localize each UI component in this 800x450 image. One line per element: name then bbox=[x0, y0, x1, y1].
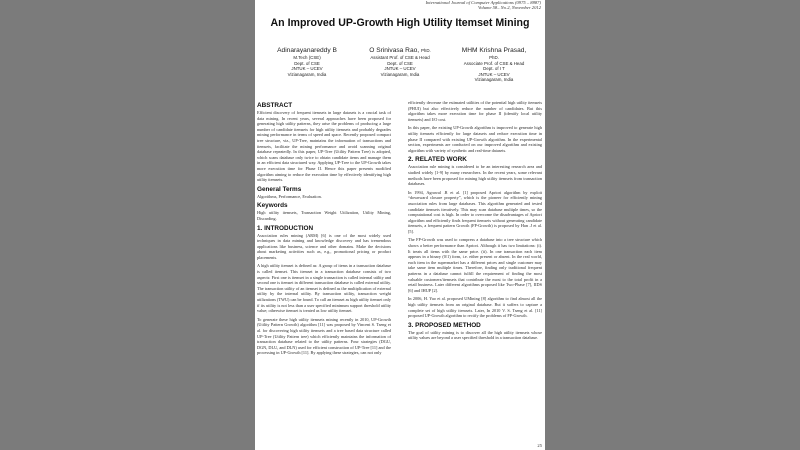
paragraph: The FP-Growth was used to compress a database into a tree structure which shows a better performance than Apriori. Although it has two limitations: (i). It treats all items with the same price. (ii). In one transaction each item appears in a binary (0/1) form, i.e. either present or absent. In the real world, each item in the supermarket has a different prices and single customer may take same item multiple times. Therefore, finding only traditional frequent patterns in a database cannot fulfill the requirement of finding the most valuable customers/itemsets that contribute the most to the total profit in a retail business. Later different algorithms proposed like Two-Phase [7], IIDS [6] and IHUP [2]. bbox=[408, 237, 542, 293]
author-line: Associate Prof. of CSE & Head bbox=[463, 60, 525, 66]
abstract-text: Efficient discovery of frequent itemsets in large datasets is a crucial task of data mining. In recent years, several approaches have been proposed for generating high utility patterns, they arise the problems of producing a large number of candidate itemsets for high utility itemsets and probably degrades mining performance in terms of speed and space. Recently proposed compact tree structure, viz., UP-Tree, maintains the information of transactions and itemsets, facilitate the mining performance and avoid scanning original database repeatedly. In this paper, UP-Tree (Utility Pattern Tree) is adopted, which scans database only twice to obtain candidate items and manage them in an efficient data structured way. Applying UP-Tree to the UP-Growth takes more execution time for Phase II. Hence this paper presents modified algorithm aiming to reduce the execution time by effectively identifying high utility itemsets. bbox=[257, 110, 391, 183]
related-work-heading: 2. RELATED WORK bbox=[408, 156, 467, 164]
author-line: JNTUK – UCEV bbox=[384, 66, 416, 72]
page-number: 25 bbox=[537, 443, 542, 448]
author-degree: PhD. bbox=[420, 48, 431, 53]
author-line: Vizianagaram, India bbox=[287, 71, 327, 77]
author-3 bbox=[446, 46, 542, 83]
author-name: MHM Krishna Prasad, bbox=[461, 47, 527, 54]
proposed-method-heading: 3. PROPOSED METHOD bbox=[408, 321, 481, 329]
paragraph: Association rule mining is considered to be an interesting research area and studied widely [1-9] by many researchers. In the recent years, some relevant methods have been proposed for mining high utility itemsets from transaction databases. bbox=[408, 164, 542, 187]
author-line: JNTUK – UCEV bbox=[291, 66, 323, 72]
author-line: Dept. of CSE bbox=[294, 60, 320, 66]
introduction-heading: 1. INTRODUCTION bbox=[257, 224, 314, 232]
author-line: Vizianagaram, India bbox=[380, 71, 420, 77]
paper-title: An Improved UP-Growth High Utility Itemset Mining bbox=[270, 17, 530, 29]
author-line: Assistant Prof. of CSE & Head bbox=[370, 55, 430, 60]
paragraph: A high utility itemset is defined as: A group of items in a transaction database is called itemset. This itemset in a transaction database consists of two aspects: First one is itemset in a single transaction is called internal utility and second one is itemset in different transaction database is called external utility. The transaction utility of an itemset is defined as the multiplication of external utility by the internal utility. By transaction utility, transaction weight utilizations (TWU) can be found. To call an itemset as high utility itemset only if its utility is not less than a user specified minimum support threshold utility value; otherwise itemset is treated as low utility itemset. bbox=[257, 263, 391, 314]
left-column bbox=[257, 101, 391, 359]
keywords-text: High utility itemsets, Transaction Weight Utilization, Utility Mining, Discarding. bbox=[257, 210, 391, 221]
journal-header bbox=[426, 0, 541, 11]
paragraph: In 1994, Agrawal .R et al. [1] proposed Apriori algorithm by exploit “downward closure property”, which is the pioneer for efficiently mining association rules from large databases. This algorithm generated and tested candidate itemsets iteratively. This may scan database multiple times, so the computational cost is high. In order to overcome the disadvantages of Apriori algorithm and efficiently finds frequent itemsets without generating candidate itemsets, a frequent pattern Growth (FP-Growth) is proposed by Han .J et al. [5]. bbox=[408, 189, 542, 234]
author-degree: PhD. bbox=[489, 55, 499, 60]
journal-name: International Journal of Computer Applications (0975 – 8887) bbox=[425, 0, 541, 5]
paragraph: efficiently decrease the estimated utilities of the potential high utility itemsets (PHUI) but also effectively reduce the number of candidates. But this algorithm takes more execution time for phase II (identify local utility itemsets) and I/O cost. bbox=[408, 100, 542, 122]
general-terms-text: Algorithms, Performance, Evaluation. bbox=[257, 193, 322, 199]
author-line: Dept. of I T bbox=[483, 66, 505, 72]
author-name: O Srinivasa Rao, bbox=[369, 47, 420, 54]
author-line: M.Tech (CSE) bbox=[293, 55, 321, 60]
paragraph: To generate these high utility itemsets mining recently in 2010, UP-Growth (Utility Pattern Growth) algorithm [11] was proposed by Vincent S. Tseng et al. for discovering high utility itemsets and a tree based data structure called UP-Tree (Utility Pattern tree) which efficiently maintains the information of transaction database related to the utility patterns. Four strategies (DGU, DGN, DLU, and DLN) used for efficient construction of UP-Tree [11] and the processing in UP-Growth [11]. By applying these strategies, can not only bbox=[257, 316, 391, 356]
paper-page bbox=[255, 0, 545, 450]
paragraph: In this paper, the existing UP-Growth algorithm is improved to generate high utility itemsets efficiently for large datasets and reduce execution time in phase II compared with existing UP-Growth algorithm. In the experimental section, experiments are conducted on our improved algorithm and existing algorithm with variety of synthetic and real-time datasets. bbox=[408, 125, 542, 153]
paragraph: In 2006, H. Yao et al. proposed UMining [8] algorithm to find almost all the high utility itemsets from an original database. But it suffers to capture a complete set of high utility itemsets. Later, In 2010 V. S. Tseng et al. [11] proposed UP-Growth algorithm to rectify the problems of FP-Growth. bbox=[408, 296, 542, 319]
abstract-heading: ABSTRACT bbox=[257, 102, 293, 109]
author-2 bbox=[354, 46, 446, 77]
keywords-heading: Keywords bbox=[257, 202, 288, 210]
right-column bbox=[408, 100, 542, 344]
journal-volume: Volume 58– No.2, November 2012 bbox=[477, 5, 541, 11]
author-name: Adinarayanareddy B bbox=[277, 47, 337, 54]
author-line: Vizianagaram, India bbox=[474, 77, 514, 83]
paragraph: The goal of utility mining is to discover all the high utility itemsets whose utility values are beyond a user specified threshold in a transaction database. bbox=[408, 329, 542, 341]
general-terms-heading: General Terms bbox=[257, 185, 302, 193]
paragraph: Association rules mining (ARM) [6] is one of the most widely used techniques in data mining and knowledge discovery and has tremendous applications like business, science and other domains. Make the decisions about marketing activities such as, e.g., promotional pricing or product placements. bbox=[257, 232, 391, 260]
author-line: Dept. of CSE bbox=[387, 60, 413, 66]
author-line: JNTUK – UCEV bbox=[478, 71, 510, 77]
author-1 bbox=[261, 46, 353, 77]
